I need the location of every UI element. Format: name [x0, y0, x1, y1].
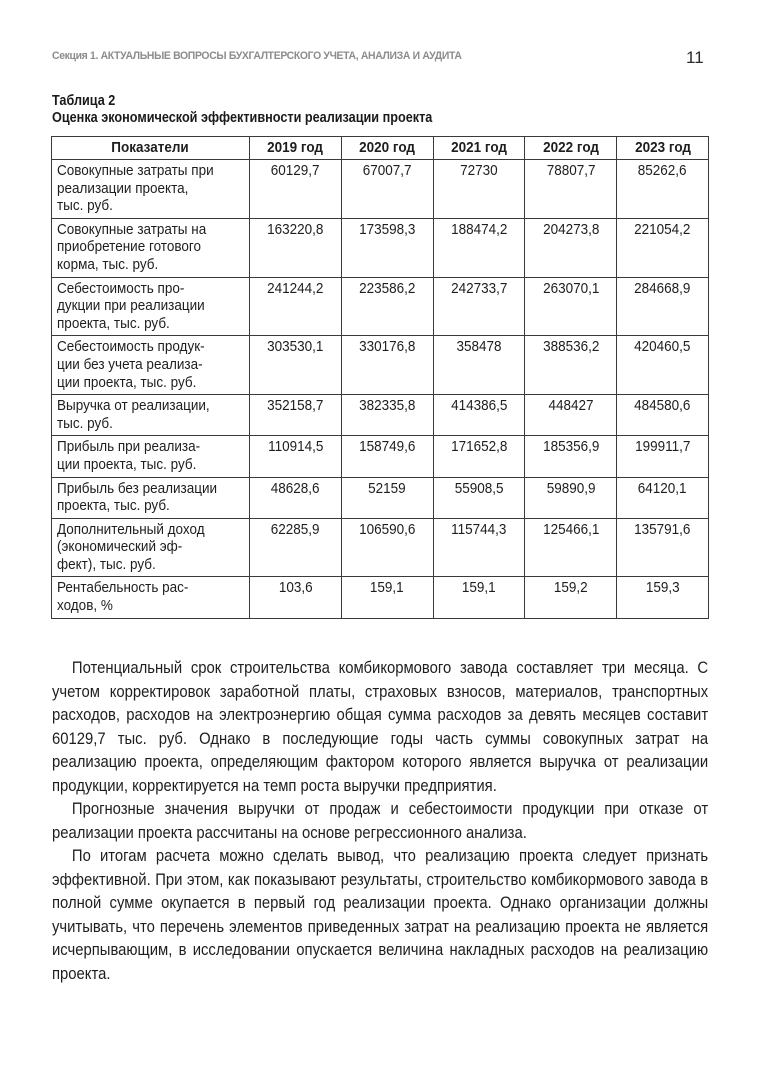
row-label-line: приобретение готового	[57, 238, 202, 256]
table-cell: 125466,1	[525, 518, 617, 577]
row-label	[52, 277, 250, 336]
row-label-line: ции проекта, тыс. руб.	[57, 455, 197, 473]
table-header-row	[52, 137, 709, 160]
table-cell: 284668,9	[617, 277, 709, 336]
table-cell: 241244,2	[250, 277, 342, 336]
table-cell: 55908,5	[433, 477, 525, 518]
table-cell: 158749,6	[341, 436, 433, 477]
row-label-line: (экономический эф-	[57, 538, 183, 556]
table-cell: 62285,9	[250, 518, 342, 577]
row-label-line: ции проекта, тыс. руб.	[57, 373, 197, 391]
row-label-line: ходов, %	[57, 597, 113, 615]
table-row	[52, 518, 709, 577]
table-cell: 159,3	[617, 577, 709, 618]
table-cell: 358478	[433, 336, 525, 395]
table-cell: 352158,7	[250, 395, 342, 436]
table-row	[52, 436, 709, 477]
running-head: Секция 1. АКТУАЛЬНЫЕ ВОПРОСЫ БУХГАЛТЕРСКОГО УЧЕТА, АНАЛИЗА И АУДИТА	[52, 50, 462, 62]
table-row	[52, 218, 709, 277]
row-label-line: тыс. руб.	[57, 414, 113, 432]
table-row	[52, 577, 709, 618]
column-header: 2019 год	[250, 137, 342, 160]
body-text	[52, 657, 708, 986]
paragraph: По итогам расчета можно сделать вывод, что реализацию проекта следует признать эффективной. При этом, как показывают результаты, строительство комбикормового завода в полной сумме окупается в первый год реализации проекта. Однако организации должны учитывать, что перечень элементов приведенных затрат на реализацию проекта не является исчерпывающим, в исследовании опускается величина накладных расходов на реализацию проекта.	[52, 847, 709, 983]
table-cell: 388536,2	[525, 336, 617, 395]
column-header: 2022 год	[525, 137, 617, 160]
table-cell: 448427	[525, 395, 617, 436]
table-cell: 173598,3	[341, 218, 433, 277]
column-header: 2023 год	[617, 137, 709, 160]
row-label	[52, 395, 250, 436]
row-label-line: ции без учета реализа-	[57, 355, 203, 373]
table-cell: 60129,7	[250, 160, 342, 219]
table-cell: 78807,7	[525, 160, 617, 219]
table-cell: 135791,6	[617, 518, 709, 577]
table-cell: 64120,1	[617, 477, 709, 518]
table-cell: 115744,3	[433, 518, 525, 577]
table-cell: 85262,6	[617, 160, 709, 219]
table-cell: 303530,1	[250, 336, 342, 395]
row-label	[52, 436, 250, 477]
row-label	[52, 477, 250, 518]
table-cell: 159,1	[433, 577, 525, 618]
row-label-line: Дополнительный доход	[57, 520, 205, 538]
row-label-line: Себестоимость продук-	[57, 338, 205, 356]
table-cell: 52159	[341, 477, 433, 518]
table-cell: 420460,5	[617, 336, 709, 395]
row-label-line: Рентабельность рас-	[57, 579, 189, 597]
paragraph: Прогнозные значения выручки от продаж и себестоимости продукции при отказе от реализации проекта рассчитаны на основе регрессионного анализа.	[52, 800, 709, 842]
row-label-line: корма, тыс. руб.	[57, 255, 159, 273]
row-label	[52, 518, 250, 577]
table-cell: 382335,8	[341, 395, 433, 436]
row-label-line: тыс. руб.	[57, 197, 113, 215]
row-label-line: реализации проекта,	[57, 179, 189, 197]
paragraph: Потенциальный срок строительства комбикормового завода составляет три месяца. С учетом корректировок заработной платы, страховых взносов, материалов, транспортных расходов, расходов на электроэнергию общая сумма расходов за девять месяцев составит 60129,7 тыс. руб. Однако в последующие годы часть суммы совокупных затрат на реализацию проекта, определяющим фактором которого является выручка от реализации продукции, корректируется на темп роста выручки предприятия.	[52, 659, 709, 795]
row-label-line: Себестоимость про-	[57, 279, 185, 297]
table-cell: 171652,8	[433, 436, 525, 477]
row-label-line: Совокупные затраты при	[57, 162, 214, 179]
row-label	[52, 218, 250, 277]
table-cell: 188474,2	[433, 218, 525, 277]
table-row	[52, 336, 709, 395]
row-label-line: проекта, тыс. руб.	[57, 497, 170, 515]
row-label-line: Прибыль без реализации	[57, 479, 218, 497]
page-number: 11	[686, 48, 704, 67]
table-cell: 330176,8	[341, 336, 433, 395]
table-cell: 223586,2	[341, 277, 433, 336]
row-label-line: дукции при реализации	[57, 297, 205, 315]
table-cell: 59890,9	[525, 477, 617, 518]
table-row	[52, 277, 709, 336]
column-header: 2020 год	[341, 137, 433, 160]
row-label-line: Выручка от реализации,	[57, 397, 210, 415]
column-header: Показатели	[52, 137, 250, 160]
row-label	[52, 160, 250, 219]
row-label-line: Прибыль при реализа-	[57, 438, 201, 456]
table-cell: 110914,5	[250, 436, 342, 477]
table-cell: 103,6	[250, 577, 342, 618]
efficiency-table	[51, 136, 709, 619]
row-label-line: проекта, тыс. руб.	[57, 314, 170, 332]
table-cell: 263070,1	[525, 277, 617, 336]
table-cell: 67007,7	[341, 160, 433, 219]
row-label	[52, 577, 250, 618]
table-cell: 106590,6	[341, 518, 433, 577]
table-cell: 242733,7	[433, 277, 525, 336]
table-cell: 48628,6	[250, 477, 342, 518]
table-cell: 204273,8	[525, 218, 617, 277]
table-cell: 159,1	[341, 577, 433, 618]
table-row	[52, 395, 709, 436]
table-cell: 72730	[433, 160, 525, 219]
row-label-line: фект), тыс. руб.	[57, 555, 156, 573]
table-cell: 199911,7	[617, 436, 709, 477]
table-label: Таблица 2	[52, 93, 116, 109]
table-title: Оценка экономической эффективности реализации проекта	[52, 110, 433, 126]
table-row	[52, 477, 709, 518]
table-cell: 159,2	[525, 577, 617, 618]
column-header: 2021 год	[433, 137, 525, 160]
table-caption	[52, 93, 432, 127]
table-cell: 185356,9	[525, 436, 617, 477]
table-cell: 221054,2	[617, 218, 709, 277]
table-cell: 414386,5	[433, 395, 525, 436]
table-row	[52, 160, 709, 219]
table-cell: 484580,6	[617, 395, 709, 436]
row-label	[52, 336, 250, 395]
row-label-line: Совокупные затраты на	[57, 220, 207, 238]
table-cell: 163220,8	[250, 218, 342, 277]
